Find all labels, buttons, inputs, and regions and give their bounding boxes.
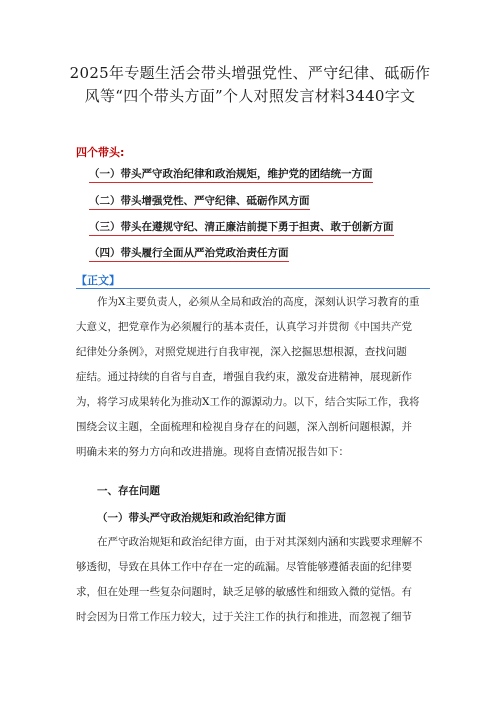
main-text-tag: 【正文】 bbox=[76, 274, 120, 287]
intro-line: 围绕会议主题，全面梳理和检视自身存在的问题，深入剖析问题根源，并 bbox=[76, 421, 412, 433]
body-line: 求，但在处理一些复杂问题时，缺乏足够的敏感性和细致入微的觉悟。有 bbox=[76, 586, 412, 598]
body-line: 时会因为日常工作压力较大，过于关注工作的执行和推进，而忽视了细节 bbox=[76, 611, 412, 623]
title-line-2: 风等“四个带头方面”个人对照发言材料3440字文 bbox=[84, 87, 416, 105]
intro-line: 大意义，把党章作为必须履行的基本责任，认真学习并贯彻《中国共产党 bbox=[76, 321, 412, 333]
intro-paragraph bbox=[76, 290, 430, 465]
body-line: 在严守政治规矩和政治纪律方面，由于对其深刻内涵和实践要求理解不 bbox=[97, 536, 423, 548]
section-divider bbox=[76, 288, 430, 289]
intro-line: 明确未来的努力方向和改进措施。现将自查情况报告如下： bbox=[76, 446, 349, 458]
toc-item-2[interactable]: （二）带头增强党性、严守纪律、砥砺作风方面 bbox=[89, 194, 310, 210]
toc-item-4[interactable]: （四）带头履行全面从严治党政治责任方面 bbox=[89, 246, 289, 262]
intro-line: 症结。通过持续的自省与自查，增强自我约束，激发奋进精神，展现新作 bbox=[76, 371, 412, 383]
title-line-1: 2025年专题生活会带头增强党性、严守纪律、砥砺作 bbox=[69, 64, 431, 82]
intro-line: 纪律处分条例》，对照党规进行自我审视，深入挖掘思想根源，查找问题 bbox=[76, 346, 407, 358]
intro-line: 作为X主要负责人，必须从全局和政治的高度，深刻认识学习教育的重 bbox=[97, 296, 420, 308]
toc-item-1[interactable]: （一）带头严守政治纪律和政治规矩，维护党的团结统一方面 bbox=[89, 167, 373, 183]
document-title bbox=[60, 62, 440, 108]
body-line: 够透彻，导致在具体工作中存在一定的疏漏。尽管能够遵循表面的纪律要 bbox=[76, 561, 412, 573]
toc-item-3[interactable]: （三）带头在遵规守纪、清正廉洁前提下勇于担责、敢于创新方面 bbox=[89, 220, 394, 236]
section-heading-problems: 一、存在问题 bbox=[97, 485, 160, 497]
intro-line: 为，将学习成果转化为推动X工作的源源动力。以下，结合实际工作，我将 bbox=[76, 396, 420, 408]
subsection-1-paragraph bbox=[76, 530, 430, 630]
subsection-heading-1: （一）带头严守政治规矩和政治纪律方面 bbox=[97, 512, 286, 524]
toc-heading: 四个带头: bbox=[76, 146, 125, 159]
